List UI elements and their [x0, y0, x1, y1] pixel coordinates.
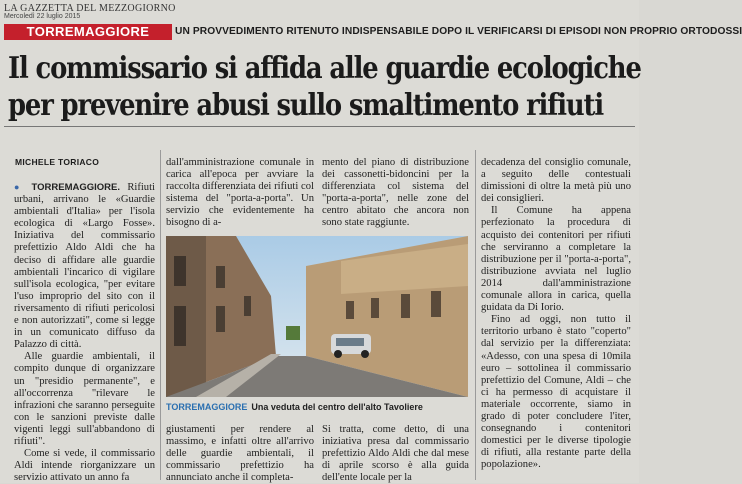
- byline: MICHELE TORIACO: [15, 157, 100, 167]
- kicker-subheading: UN PROVVEDIMENTO RITENUTO INDISPENSABILE DOPO IL VERIFICARSI DI EPISODI NON PROPRIO ORTODOSSI: [175, 26, 742, 37]
- paragraph: mento del piano di distribuzione dei cassonetti-bidoncini per la differenziata col sistema del "porta-a-porta", nelle zone del centro abitato che ancora non sono state raggiunte.: [322, 157, 469, 229]
- paragraph: giustamenti per rendere al massimo, e infatti oltre all'arrivo delle guardie ambientali, il commissario prefettizio ha annunciato anche il completa-: [166, 424, 314, 484]
- article-column-1: [14, 181, 155, 484]
- article-column-3-bottom: [322, 424, 469, 484]
- street-photo: [166, 236, 468, 397]
- article-column-3: [322, 157, 469, 230]
- dateline: TORREMAGGIORE.: [31, 182, 120, 193]
- column-divider: [475, 150, 476, 480]
- divider: [4, 126, 635, 127]
- bullet-icon: ●: [14, 182, 25, 192]
- paragraph: decadenza del consiglio comunale, a seguito delle contestuali dimissioni di oltre la metà più uno dei consiglieri.: [481, 157, 631, 205]
- headline-line-1: Il commissario si affida alle guardie ecologiche: [8, 51, 641, 86]
- paragraph: Il Comune ha appena perfezionato la procedura di acquisto dei contenitori per rifiuti che serviranno a completare la distribuzione per il "porta-a-porta", distribuzione avviata nel luglio 2014 dall'amministrazione comunale allora in carica, quella guidata da Di Iorio.: [481, 205, 631, 314]
- headline-line-2: per prevenire abusi sullo smaltimento rifiuti: [8, 88, 604, 123]
- photo-caption: [166, 400, 468, 414]
- paragraph: dall'amministrazione comunale in carica all'epoca per avviare la raccolta differenziata dei rifiuti col sistema del "porta-a-porta". Un servizio che evidentemente ha bisogno di a-: [166, 157, 314, 229]
- masthead-date: Mercoledì 22 luglio 2015: [4, 13, 81, 20]
- article-column-4: [481, 157, 631, 471]
- article-column-2: [166, 157, 314, 230]
- paragraph: Fino ad oggi, non tutto il territorio urbano è stato "coperto" dal servizio per la differenziata: «Adesso, con una spesa di 10mila euro – sottolinea il commissario prefettizio del Comune, Aldi – che ci ha permesso di acquistare il materiale occorrente, siamo in grado di poter concludere l'iter, consegnando i contenitori domestici per le diverse tipologie di rifiuti, alla restante parte della popolazione».: [481, 314, 631, 471]
- caption-kicker: TORREMAGGIORE: [166, 402, 248, 412]
- headline: [8, 50, 641, 124]
- paragraph: Come si vede, il commissario Aldi intende riorganizzare un servizio attivato un anno fa: [14, 448, 155, 484]
- section-kicker: TORREMAGGIORE: [4, 24, 172, 40]
- paragraph: Alle guardie ambientali, il compito dunque di organizzare un "presidio permanente", e all'occorrenza "rilevare le infrazioni che saranno perseguite con le sanzioni previste dalle vigenti leggi sull'abbandono di rifiuti".: [14, 351, 155, 447]
- article-column-2-bottom: [166, 424, 314, 484]
- column-divider: [160, 150, 161, 480]
- caption-text: Una veduta del centro dell'alto Tavoliere: [251, 402, 423, 412]
- masthead: LA GAZZETTA DEL MEZZOGIORNO: [4, 3, 176, 14]
- paragraph: Si tratta, come detto, di una iniziativa presa dal commissario prefettizio Aldo Aldi che dal mese di aprile scorso è alla guida dell'ente locale per la: [322, 424, 469, 484]
- street-photo-image: [166, 236, 468, 397]
- paragraph: Rifiuti urbani, arrivano le «Guardie ambientali d'Italia» per l'isola ecologica di «Largo Fosse». Iniziativa del commissario prefettizio Aldo Aldi che ha deciso di affidare alle guardie ambientali l'incarico di vigilare sull'isola ecologica, "per evitare l'uso improprio del sito con il riversamento di rifiuti pericolosi e non autorizzati", come si legge in un comunicato diffuso da Palazzo di città.: [14, 182, 155, 351]
